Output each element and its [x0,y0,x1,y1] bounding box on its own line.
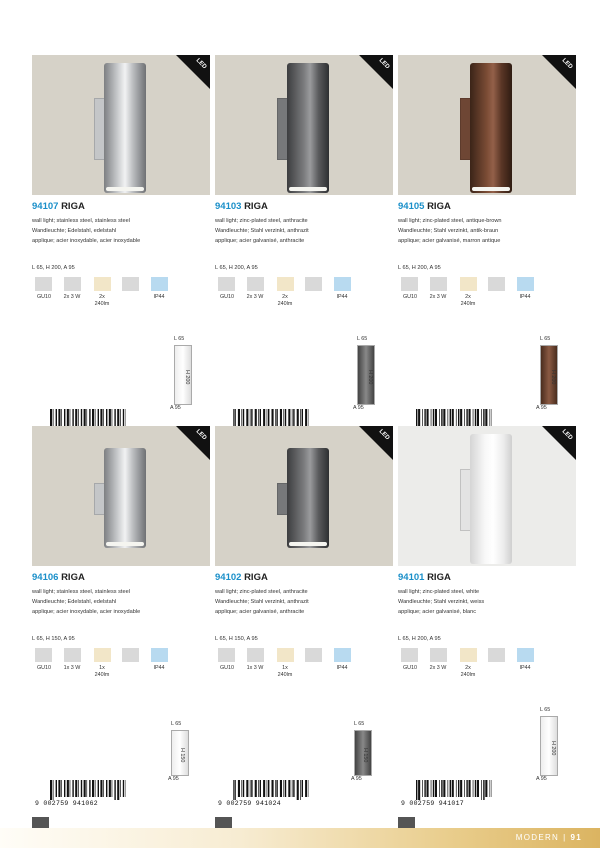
ip-rating-icon [517,648,534,662]
drawing-length: L 65 [354,721,365,727]
lamp-body [470,63,512,193]
lamp-glass [472,187,510,191]
socket-icon [35,648,52,662]
product-description [215,587,393,617]
led-badge [542,426,576,460]
ip-rating-icon [517,277,534,291]
product-photo [398,55,576,195]
drawing-depth: A 95 [168,776,179,782]
drawing-height: H 200 [367,370,373,385]
product-name: RIGA [61,572,85,583]
led-badge [176,55,210,89]
product-number: 94106 [32,572,59,583]
led-badge-label: LED [377,57,391,71]
product-title [215,572,268,583]
footer-text: MODERN | 91 [515,833,582,842]
desc-en: wall light; stainless steel, stainless steel [32,589,130,595]
led-badge-label: LED [560,428,574,442]
lumen-icon [94,277,111,291]
product-description [32,587,210,617]
drawing-depth: A 95 [536,776,547,782]
spec-icons [215,648,393,680]
desc-de: Wandleuchte; Stahl verzinkt, weiss [398,599,485,605]
drawing-height: H 200 [184,370,190,385]
led-badge-label: LED [560,57,574,71]
lumen-label [456,294,480,307]
power-label: 2x 3 W [429,294,447,300]
ip-label: IP44 [336,294,348,300]
product-title [32,572,85,583]
desc-de: Wandleuchte; Stahl verzinkt, anthrazit [215,228,309,234]
lumen-count: 2x [282,294,288,300]
product-dimensions: L 65, H 150, A 95 [32,636,75,642]
barcode [233,780,309,802]
socket-icon [401,648,418,662]
socket-label: GU10 [402,294,418,300]
bulb-icon [64,648,81,662]
ip-label: IP44 [519,294,531,300]
lamp-glass [289,542,327,546]
socket-icon [35,277,52,291]
lamp-glass [106,542,144,546]
lumen-value: 240lm [277,300,293,307]
barcode-number: 9 002759 941024 [218,800,282,807]
lumen-count: 2x [465,294,471,300]
product-name: RIGA [61,201,85,212]
product-card [32,55,210,453]
drawing-depth: A 95 [353,405,364,411]
product-card [32,426,210,824]
footer-section: MODERN [515,833,560,842]
spec-icons [32,277,210,309]
ip-label: IP44 [153,294,165,300]
desc-fr: applique; acier galvanisé, marron antique [398,238,501,244]
drawing-depth: A 95 [536,405,547,411]
desc-en: wall light; stainless steel, stainless steel [32,218,130,224]
product-dimensions: L 65, H 200, A 95 [32,265,75,271]
bulb-icon [247,648,264,662]
product-name: RIGA [244,572,268,583]
product-card [398,55,576,453]
lumen-icon [460,648,477,662]
product-description [398,216,576,246]
drawing-length: L 65 [171,721,182,727]
drawing-length: L 65 [174,336,185,342]
desc-en: wall light; zinc-plated steel, antique-brown [398,218,502,224]
product-title [215,201,268,212]
desc-en: wall light; zinc-plated steel, anthracite [215,218,308,224]
socket-icon [218,648,235,662]
product-name: RIGA [427,572,451,583]
page-footer [0,828,600,848]
barcode [416,780,492,802]
product-name: RIGA [244,201,268,212]
socket-icon [401,277,418,291]
product-title [398,572,451,583]
socket-label: GU10 [219,665,235,671]
drawing-length: L 65 [540,707,551,713]
ip-rating-icon [334,277,351,291]
lamp-body [470,434,512,564]
page-number: 91 [570,833,582,842]
class-icon [305,648,322,662]
product-dimensions: L 65, H 200, A 95 [398,636,441,642]
desc-de: Wandleuchte; Stahl verzinkt, antik-braun [398,228,499,234]
lamp-body [104,448,146,548]
product-name: RIGA [427,201,451,212]
spec-icons [215,277,393,309]
product-dimensions: L 65, H 200, A 95 [215,265,258,271]
lumen-icon [277,648,294,662]
product-description [32,216,210,246]
product-description [398,587,576,617]
barcode-number: 9 002759 941062 [35,800,99,807]
lamp-body [287,63,329,193]
class-icon [122,277,139,291]
product-title [32,201,85,212]
power-label: 1x 3 W [246,665,264,671]
product-number: 94101 [398,572,425,583]
bulb-icon [430,277,447,291]
ip-rating-icon [151,277,168,291]
bulb-icon [64,277,81,291]
product-card [398,426,576,824]
product-number: 94102 [215,572,242,583]
lumen-label [90,294,114,307]
barcode [50,780,126,802]
lamp-body [104,63,146,193]
product-title [398,201,451,212]
desc-fr: applique; acier galvanisé, anthracite [215,238,305,244]
drawing-height: H 200 [550,741,556,756]
socket-icon [218,277,235,291]
product-photo [32,55,210,195]
drawing-depth: A 95 [170,405,181,411]
socket-label: GU10 [219,294,235,300]
power-label: 2x 3 W [246,294,264,300]
desc-fr: applique; acier inoxydable, acier inoxydable [32,238,141,244]
product-photo [215,426,393,566]
product-card [215,55,393,453]
spec-icons [32,648,210,680]
lumen-value: 240lm [460,300,476,307]
spec-icons [398,648,576,680]
bulb-icon [430,648,447,662]
drawing-height: H 150 [179,748,185,763]
spec-icons [398,277,576,309]
led-badge [542,55,576,89]
led-badge-label: LED [377,428,391,442]
lamp-body [287,448,329,548]
product-number: 94103 [215,201,242,212]
desc-de: Wandleuchte; Edelstahl, edelstahl [32,599,117,605]
lumen-icon [277,277,294,291]
product-dimensions: L 65, H 150, A 95 [215,636,258,642]
product-photo [398,426,576,566]
lumen-label [273,665,297,678]
power-label: 2x 3 W [63,294,81,300]
lumen-label [90,665,114,678]
drawing-height: H 150 [362,748,368,763]
product-description [215,216,393,246]
drawing-height: H 200 [550,370,556,385]
desc-de: Wandleuchte; Stahl verzinkt, anthrazit [215,599,309,605]
ip-label: IP44 [519,665,531,671]
lamp-glass [289,187,327,191]
lumen-value: 240lm [460,671,476,678]
lumen-count: 1x [282,665,288,671]
led-badge [359,426,393,460]
power-label: 1x 3 W [63,665,81,671]
ip-rating-icon [151,648,168,662]
led-badge [359,55,393,89]
lumen-count: 2x [465,665,471,671]
lumen-icon [94,648,111,662]
ip-label: IP44 [336,665,348,671]
led-badge [176,426,210,460]
class-icon [488,648,505,662]
bulb-icon [247,277,264,291]
class-icon [122,648,139,662]
desc-en: wall light; zinc-plated steel, white [398,589,480,595]
socket-label: GU10 [36,665,52,671]
lumen-icon [460,277,477,291]
led-badge-label: LED [194,57,208,71]
power-label: 2x 3 W [429,665,447,671]
ip-rating-icon [334,648,351,662]
ip-label: IP44 [153,665,165,671]
lumen-count: 2x [99,294,105,300]
lumen-value: 240lm [94,300,110,307]
socket-label: GU10 [36,294,52,300]
product-number: 94105 [398,201,425,212]
socket-label: GU10 [402,665,418,671]
lumen-value: 240lm [277,671,293,678]
desc-fr: applique; acier galvanisé, anthracite [215,609,305,615]
lumen-label [273,294,297,307]
class-icon [488,277,505,291]
barcode-number: 9 002759 941017 [401,800,465,807]
desc-fr: applique; acier galvanisé, blanc [398,609,477,615]
desc-en: wall light; zinc-plated steel, anthracite [215,589,308,595]
drawing-length: L 65 [540,336,551,342]
product-dimensions: L 65, H 200, A 95 [398,265,441,271]
lamp-glass [106,187,144,191]
led-badge-label: LED [194,428,208,442]
drawing-length: L 65 [357,336,368,342]
desc-de: Wandleuchte; Edelstahl, edelstahl [32,228,117,234]
drawing-depth: A 95 [351,776,362,782]
lumen-value: 240lm [94,671,110,678]
product-photo [32,426,210,566]
lumen-count: 1x [99,665,105,671]
lumen-label [456,665,480,678]
class-icon [305,277,322,291]
desc-fr: applique; acier inoxydable, acier inoxydable [32,609,141,615]
product-photo [215,55,393,195]
product-number: 94107 [32,201,59,212]
product-card [215,426,393,824]
